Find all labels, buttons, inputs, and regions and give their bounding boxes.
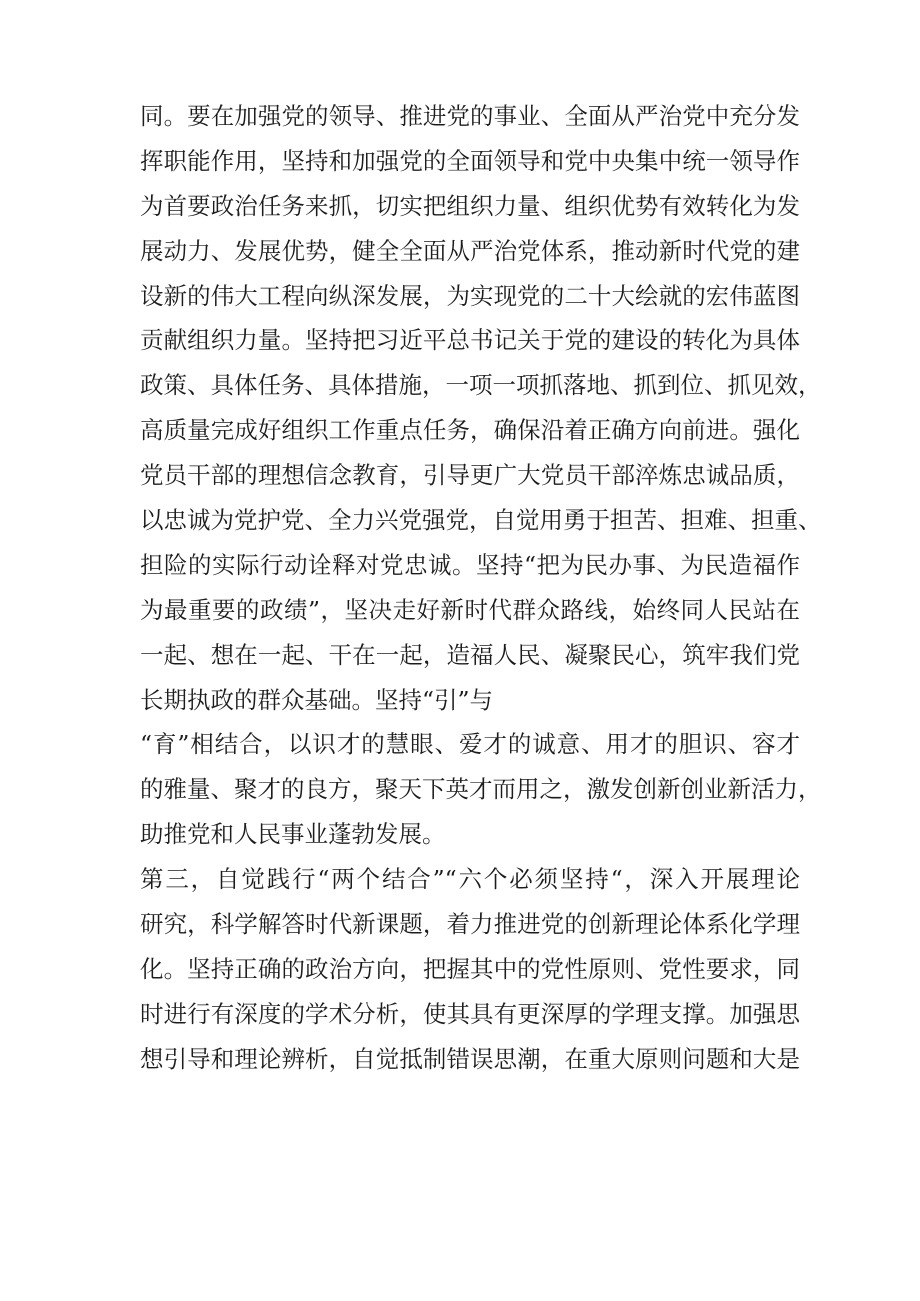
body-text	[140, 94, 822, 1082]
text-line: 为最重要的政绩”，坚决走好新时代群众路线，始终同人民站在	[140, 595, 800, 624]
text-line: 为首要政治任务来抓，切实把组织力量、组织优势有效转化为发	[140, 191, 800, 220]
text-line: 想引导和理论辨析，自觉抵制错误思潮，在重大原则问题和大是	[140, 1044, 800, 1073]
text-line: 党员干部的理想信念教育，引导更广大党员干部淬炼忠诚品质，	[140, 461, 800, 490]
text-line: 贡献组织力量。坚持把习近平总书记关于党的建设的转化为具体	[140, 326, 800, 355]
text-line: 高质量完成好组织工作重点任务，确保沿着正确方向前进。强化	[140, 416, 800, 445]
text-line: 助推党和人民事业蓬勃发展。	[140, 820, 446, 849]
text-line: 展动力、发展优势，健全全面从严治党体系，推动新时代党的建	[140, 236, 800, 265]
text-line: 担险的实际行动诠释对党忠诚。坚持“把为民办事、为民造福作	[140, 550, 800, 579]
text-line: 时进行有深度的学术分析，使其具有更深厚的学理支撑。加强思	[140, 999, 800, 1028]
text-line: 挥职能作用，坚持和加强党的全面领导和党中央集中统一领导作	[140, 146, 800, 175]
text-line: 一起、想在一起、干在一起，造福人民、凝聚民心，筑牢我们党	[140, 640, 800, 669]
text-line: 同。要在加强党的领导、推进党的事业、全面从严治党中充分发	[140, 102, 800, 130]
text-line: “育”相结合，以识才的慧眼、爱才的诚意、用才的胆识、容才	[140, 730, 800, 759]
text-line: 长期执政的群众基础。坚持“引”与	[140, 685, 494, 714]
text-line: 设新的伟大工程向纵深发展，为实现党的二十大绘就的宏伟蓝图	[140, 281, 800, 310]
text-line: 的雅量、聚才的良方，聚天下英才而用之，激发创新创业新活力，	[140, 775, 822, 804]
text-line: 化。坚持正确的政治方向，把握其中的党性原则、党性要求，同	[140, 954, 800, 983]
text-line: 以忠诚为党护党、全力兴党强党，自觉用勇于担苦、担难、担重、	[140, 506, 822, 535]
section-heading-line: 第三，自觉践行“两个结合”“六个必须坚持“，深入开展理论	[140, 865, 800, 894]
text-line: 政策、具体任务、具体措施，一项一项抓落地、抓到位、抓见效，	[140, 371, 822, 400]
text-line: 研究，科学解答时代新课题，着力推进党的创新理论体系化学理	[140, 910, 800, 939]
